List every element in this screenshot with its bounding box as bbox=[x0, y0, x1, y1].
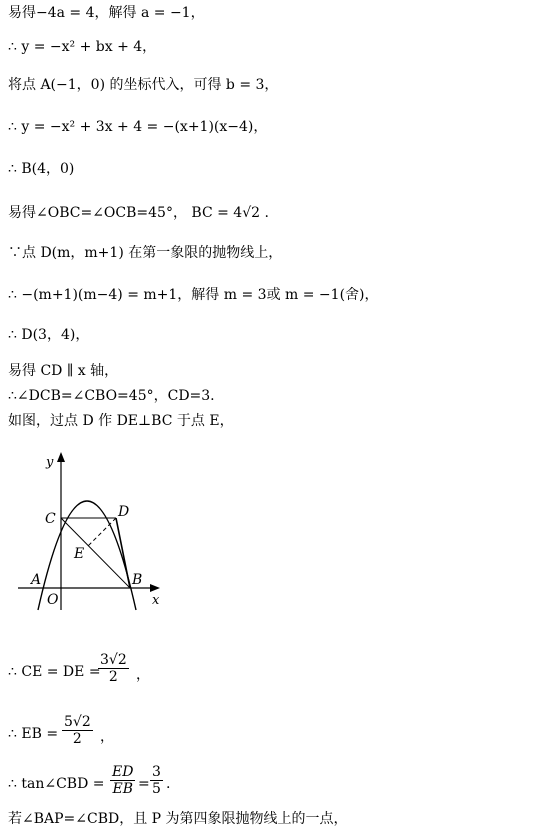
y-axis-arrow bbox=[57, 452, 65, 462]
segment-de-dashed bbox=[88, 518, 116, 546]
text-line-10: 易得 CD ∥ x 轴， bbox=[8, 363, 119, 379]
label-b: B bbox=[132, 572, 143, 588]
parabola-figure bbox=[14, 450, 174, 620]
text-line-3: 将点 A(−1，0) 的坐标代入，可得 b = 3， bbox=[8, 77, 279, 93]
eq15-numerator-2: 3 bbox=[152, 764, 161, 780]
text-line-2: ∴ y = −x² + bx + 4， bbox=[8, 39, 157, 55]
label-d: D bbox=[118, 504, 130, 520]
eq15-numerator-1: ED bbox=[112, 764, 134, 780]
text-line-11: ∴∠DCB=∠CBO=45°，CD=3. bbox=[8, 388, 215, 404]
text-line-8: ∴ −(m+1)(m−4) = m+1，解得 m = 3或 m = −1(舍)， bbox=[8, 287, 379, 303]
text-line-5: ∴ B(4，0) bbox=[8, 161, 75, 177]
eq15-equals: = bbox=[138, 776, 150, 792]
label-y: y bbox=[46, 455, 54, 470]
label-o: O bbox=[47, 592, 59, 608]
eq15-denominator-1: EB bbox=[112, 781, 133, 797]
text-line-1: 易得−4a = 4，解得 a = −1， bbox=[8, 5, 205, 21]
text-line-9: ∴ D(3，4)， bbox=[8, 327, 90, 343]
eq14-denominator: 2 bbox=[72, 731, 82, 747]
text-line-4: ∴ y = −x² + 3x + 4 = −(x+1)(x−4)， bbox=[8, 119, 268, 135]
eq15-fraction-2 bbox=[150, 764, 163, 797]
eq15-fraction-1 bbox=[110, 764, 135, 797]
label-x: x bbox=[152, 593, 160, 608]
text-line-12: 如图，过点 D 作 DE⊥BC 于点 E， bbox=[8, 413, 234, 429]
text-line-7: ∵点 D(m，m+1) 在第一象限的抛物线上， bbox=[8, 245, 283, 261]
eq13-prefix: ∴ CE = DE = bbox=[8, 664, 101, 680]
eq15-suffix: . bbox=[166, 776, 171, 792]
eq14-numerator: 5√2 bbox=[64, 714, 91, 730]
eq14-suffix: ， bbox=[100, 729, 114, 745]
label-a: A bbox=[31, 572, 42, 588]
segment-db bbox=[116, 518, 130, 588]
x-axis-arrow bbox=[150, 584, 160, 592]
eq13-fraction bbox=[98, 652, 129, 685]
eq14-prefix: ∴ EB = bbox=[8, 726, 59, 742]
text-line-6: 易得∠OBC=∠OCB=45°， BC = 4√2 . bbox=[8, 205, 269, 221]
segment-cb bbox=[61, 518, 130, 588]
text-line-16: 若∠BAP=∠CBD，且 P 为第四象限抛物线上的一点， bbox=[8, 811, 348, 827]
label-e: E bbox=[74, 546, 85, 562]
eq14-fraction bbox=[62, 714, 93, 747]
eq15-prefix: ∴ tan∠CBD = bbox=[8, 776, 105, 792]
label-c: C bbox=[45, 511, 56, 527]
eq15-denominator-2: 5 bbox=[152, 781, 161, 797]
eq13-denominator: 2 bbox=[108, 669, 118, 685]
eq13-suffix: ， bbox=[136, 667, 150, 683]
eq13-numerator: 3√2 bbox=[100, 652, 127, 668]
